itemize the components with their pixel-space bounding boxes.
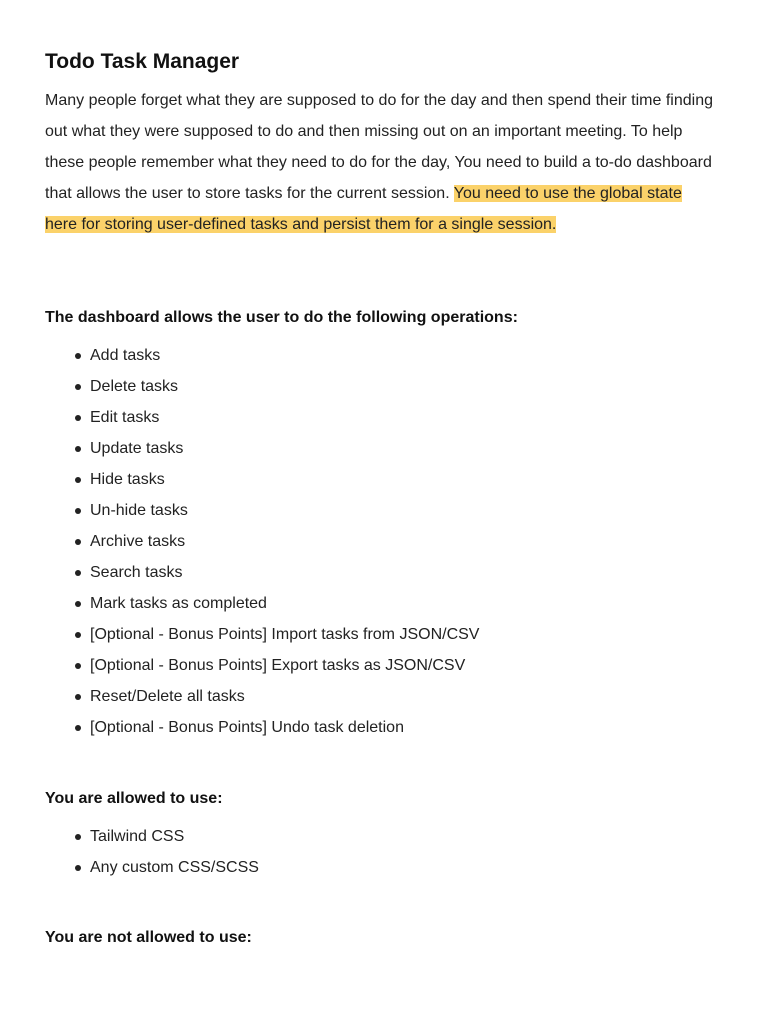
bullet-icon xyxy=(75,601,81,607)
operation-item xyxy=(45,407,479,438)
operations-list xyxy=(45,345,479,748)
operation-item xyxy=(45,438,479,469)
bullet-icon xyxy=(75,508,81,514)
bullet-icon xyxy=(75,663,81,669)
bullet-icon xyxy=(75,477,81,483)
operation-item xyxy=(45,593,479,624)
bullet-icon xyxy=(75,865,81,871)
operation-item xyxy=(45,562,479,593)
operation-item xyxy=(45,717,479,748)
operation-item-label: Archive tasks xyxy=(90,533,186,550)
operation-item-label: Update tasks xyxy=(90,440,184,457)
operation-item-label: Search tasks xyxy=(90,564,183,581)
allowed-item-label: Tailwind CSS xyxy=(90,828,185,845)
operation-item xyxy=(45,345,479,376)
operation-item-label: [Optional - Bonus Points] Export tasks as JSON/CSV xyxy=(90,657,466,674)
allowed-item xyxy=(45,857,259,888)
operation-item-label: Hide tasks xyxy=(90,471,165,488)
bullet-icon xyxy=(75,694,81,700)
operation-item-label: Mark tasks as completed xyxy=(90,595,267,612)
page-title: Todo Task Manager xyxy=(45,50,240,73)
operation-item-label: Add tasks xyxy=(90,347,161,364)
allowed-item-label: Any custom CSS/SCSS xyxy=(90,859,259,876)
operation-item-label: [Optional - Bonus Points] Undo task deletion xyxy=(90,719,404,736)
operation-item-label: Delete tasks xyxy=(90,378,179,395)
operation-item xyxy=(45,500,479,531)
operation-item xyxy=(45,376,479,407)
operations-heading: The dashboard allows the user to do the following operations: xyxy=(45,309,518,326)
intro-paragraph xyxy=(45,85,717,240)
allowed-item xyxy=(45,826,259,857)
operation-item-label: Un-hide tasks xyxy=(90,502,188,519)
bullet-icon xyxy=(75,570,81,576)
bullet-icon xyxy=(75,415,81,421)
bullet-icon xyxy=(75,834,81,840)
operation-item xyxy=(45,655,479,686)
bullet-icon xyxy=(75,725,81,731)
operation-item-label: Reset/Delete all tasks xyxy=(90,688,245,705)
operation-item xyxy=(45,624,479,655)
not-allowed-heading: You are not allowed to use: xyxy=(45,929,252,946)
operation-item xyxy=(45,469,479,500)
highlighted-text: You need to use the global state here for storing user-defined tasks and persist them for a single session. xyxy=(45,185,682,233)
bullet-icon xyxy=(75,353,81,359)
bullet-icon xyxy=(75,384,81,390)
bullet-icon xyxy=(75,539,81,545)
bullet-icon xyxy=(75,632,81,638)
operation-item-label: Edit tasks xyxy=(90,409,160,426)
allowed-list xyxy=(45,826,259,888)
allowed-heading: You are allowed to use: xyxy=(45,790,223,807)
operation-item-label: [Optional - Bonus Points] Import tasks from JSON/CSV xyxy=(90,626,480,643)
operation-item xyxy=(45,531,479,562)
bullet-icon xyxy=(75,446,81,452)
intro-text: Many people forget what they are supposed to do for the day and then spend their time finding out what they were supposed to do and then missing out on an important meeting. To help these people remember what they need to do for the day, You need to build a to-do dashboard that allows the user to store tasks for the current session. xyxy=(45,92,713,202)
operation-item xyxy=(45,686,479,717)
